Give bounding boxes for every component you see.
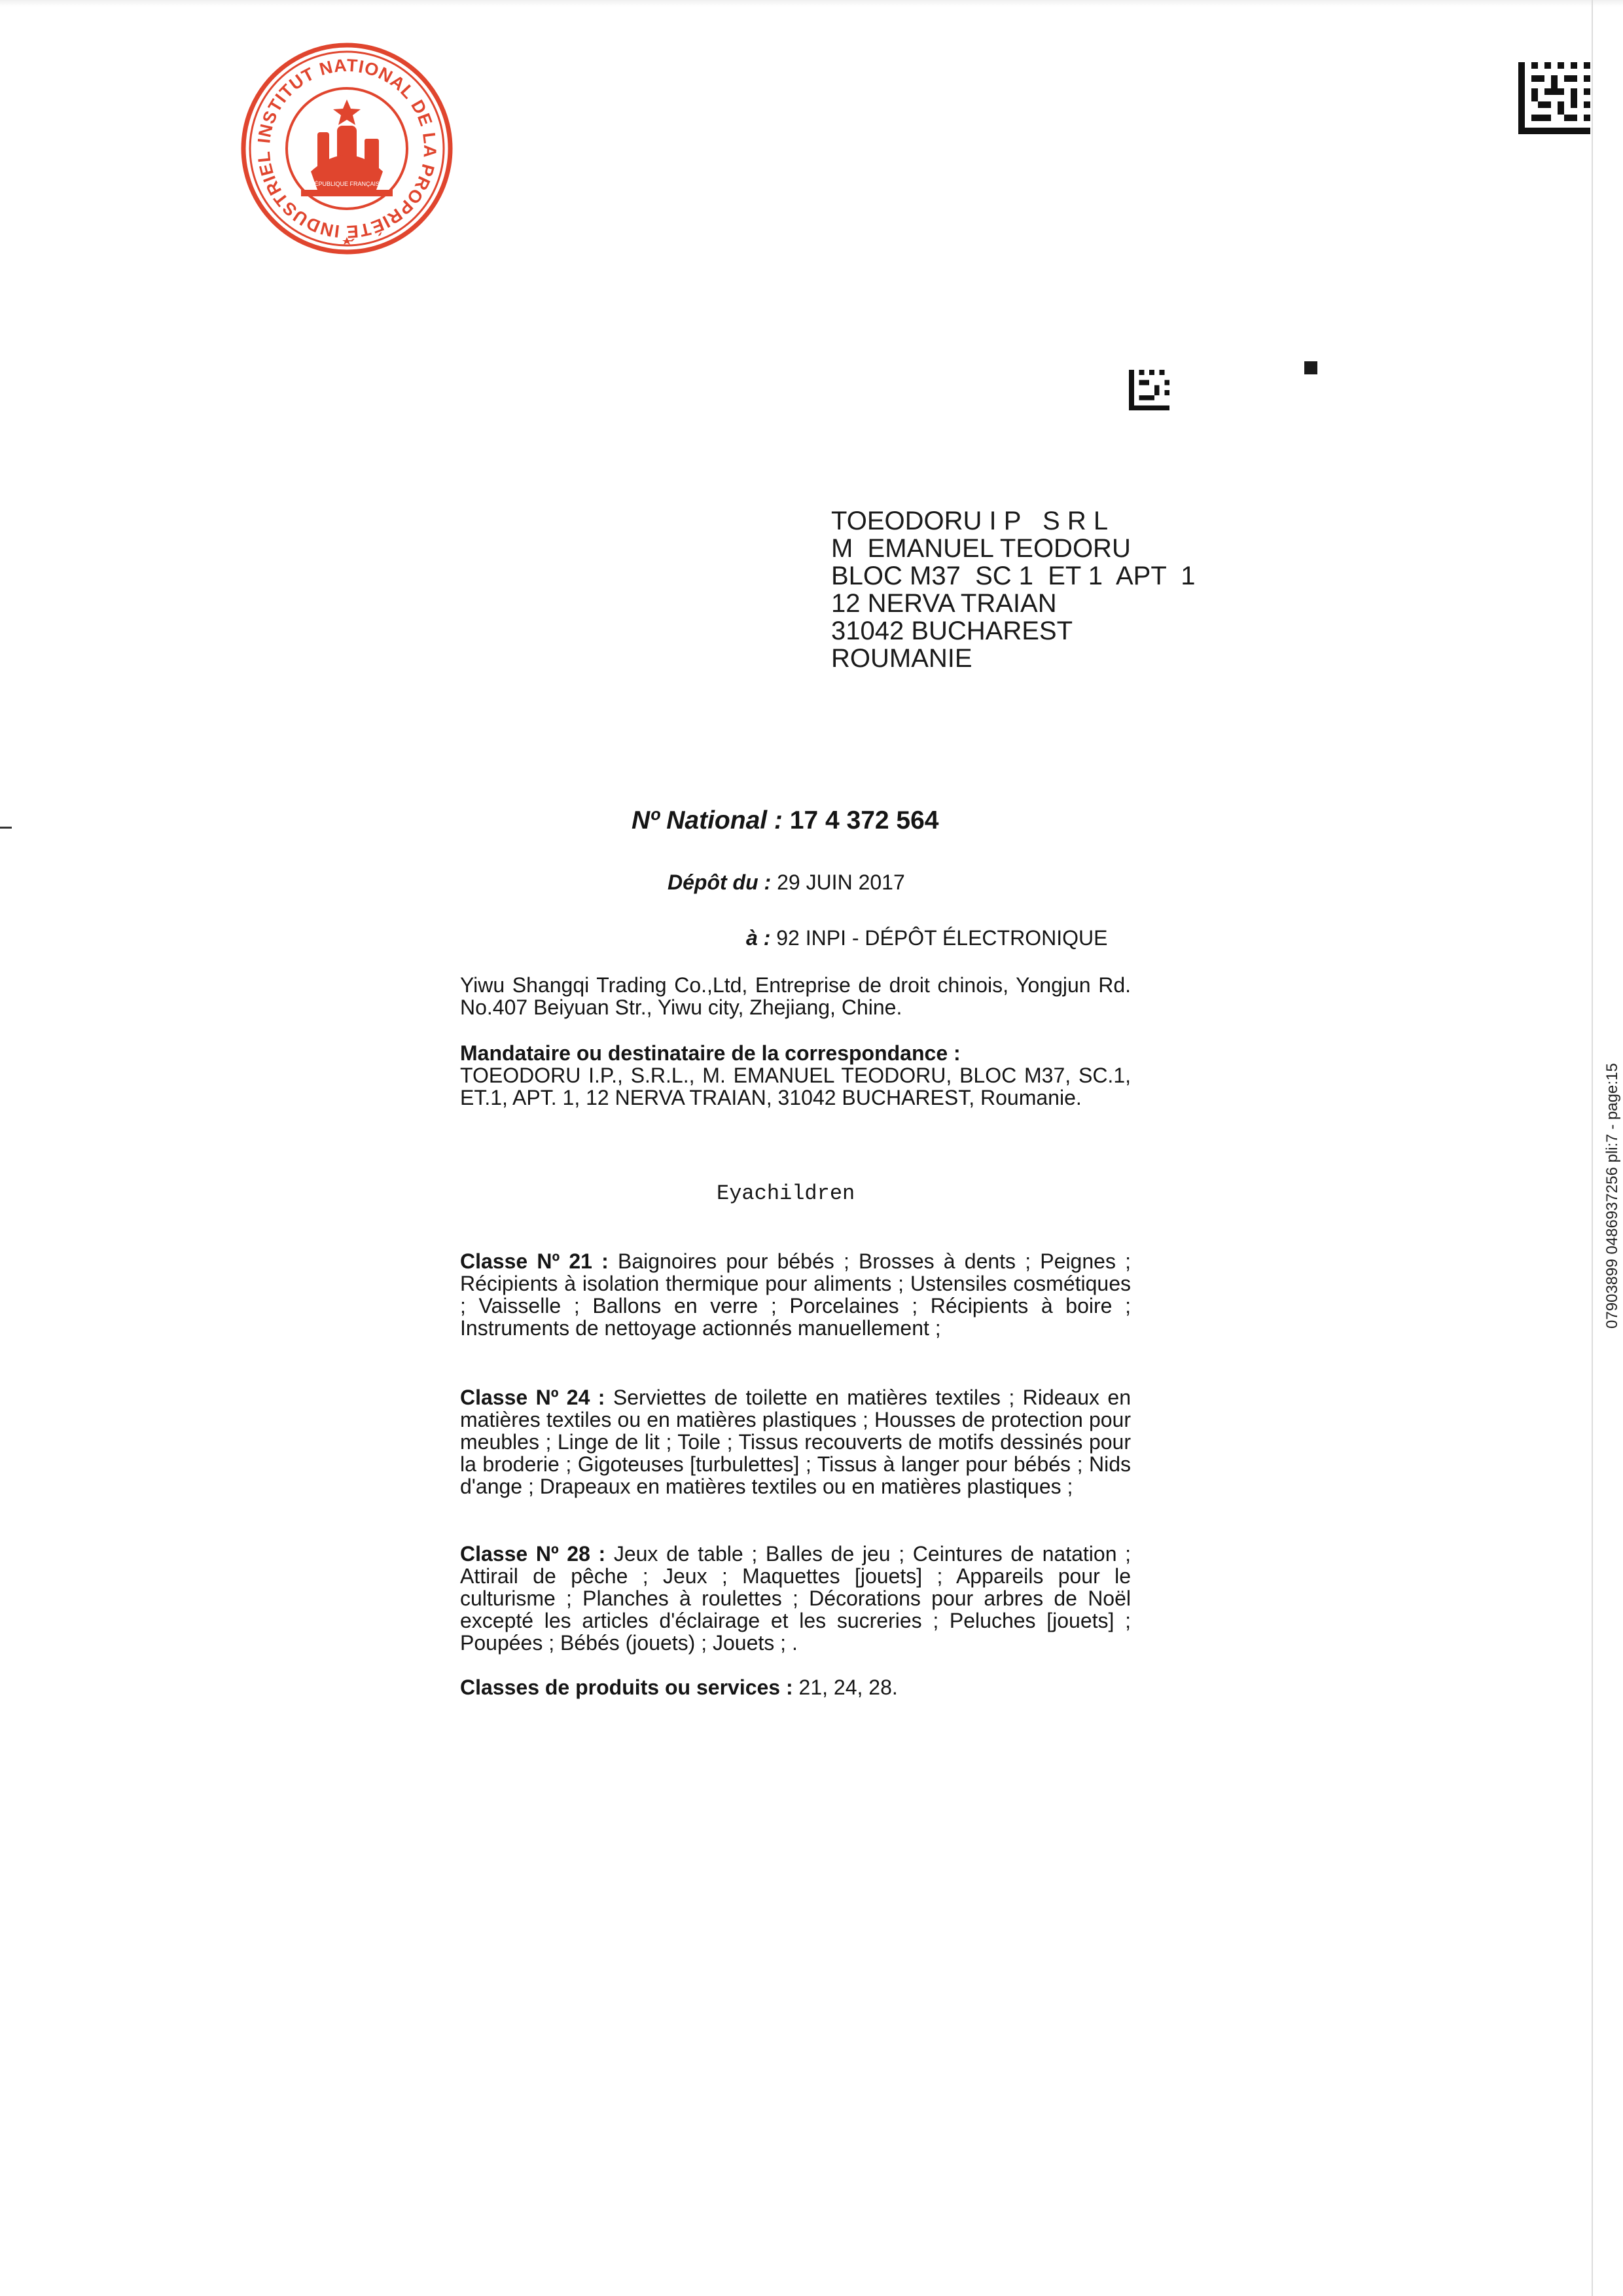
mandataire-text: TOEODORU I.P., S.R.L., M. EMANUEL TEODORU, BLOC M37, SC.1, ET.1, APT. 1, 12 NERVA TRAIAN, 31042 BUCHAREST, Roumanie. — [460, 1064, 1131, 1109]
class-24-block — [460, 1386, 1131, 1498]
datamatrix-code — [1518, 62, 1590, 134]
classes-summary — [460, 1676, 898, 1700]
filing-date-label: Dépôt du : — [668, 870, 772, 894]
seal-graphic — [239, 41, 455, 257]
class-21-text: Baignoires pour bébés ; Brosses à dents ; Peignes ; Récipients à isolation thermique pour aliments ; Ustensiles cosmétiques ; Vaisselle ; Ballons en verre ; Porcelaines ; Récipients à boire ; Instruments de nettoyage actionnés manuellement ; — [460, 1249, 1132, 1340]
inpi-seal — [239, 41, 455, 257]
filing-date-value: 29 JUIN 2017 — [777, 870, 905, 894]
address-line: ROUMANIE — [831, 644, 972, 673]
seal-ring-text: INSTITUT NATIONAL DE LA PROPRIÉTÉ INDUSTRIEL — [253, 55, 440, 242]
filing-date — [668, 870, 905, 895]
class-28-block — [460, 1543, 1131, 1654]
fold-mark — [0, 827, 12, 829]
classes-summary-value: 21, 24, 28. — [798, 1676, 898, 1699]
registration-square — [1304, 361, 1317, 374]
class-28-label: Classe Nº 28 : — [460, 1542, 606, 1566]
national-number-label: Nº National : — [632, 806, 783, 834]
small-datamatrix-code — [1129, 370, 1169, 410]
recipient-address — [831, 507, 1196, 672]
class-24-text: Serviettes de toilette en matières textiles ; Rideaux en matières textiles ou en matières plastiques ; Housses de protection pour meubles ; Linge de lit ; Toile ; Tissus recouverts de motifs dessinés pour la broderie ; Gigoteuses [turbulettes] ; Tissus à langer pour bébés ; Nids d'ange ; Drapeaux en matières textiles ou en matières plastiques ; — [460, 1386, 1132, 1498]
class-21-label: Classe Nº 21 : — [460, 1249, 609, 1273]
address-line: BLOC M37 SC 1 ET 1 APT 1 — [831, 562, 1196, 590]
address-line: 12 NERVA TRAIAN — [831, 589, 1057, 618]
seal-inner-text: RÉPUBLIQUE FRANÇAISE — [310, 181, 384, 187]
side-reference: 07903899 0486937256 pli:7 - page:15 — [1603, 1063, 1621, 1329]
mandataire-label: Mandataire ou destinataire de la correspondance : — [460, 1041, 961, 1065]
class-24-label: Classe Nº 24 : — [460, 1386, 605, 1409]
mandataire-block — [460, 1042, 1131, 1109]
filing-place — [746, 926, 1107, 950]
applicant-paragraph: Yiwu Shangqi Trading Co.,Ltd, Entreprise de droit chinois, Yongjun Rd. No.407 Beiyuan Str., Yiwu city, Zhejiang, Chine. — [460, 973, 1131, 1019]
address-line: 31042 BUCHAREST — [831, 617, 1073, 645]
scan-right-edge — [1592, 0, 1593, 2296]
filing-place-label: à : — [746, 926, 771, 950]
address-line: M EMANUEL TEODORU — [831, 534, 1131, 563]
classes-summary-label: Classes de produits ou services : — [460, 1676, 793, 1699]
class-28-text: Jeux de table ; Balles de jeu ; Ceintures de natation ; Attirail de pêche ; Jeux ; Maquettes [jouets] ; Appareils pour le culturisme ; Planches à roulettes ; Décorations pour arbres de Noël excepté les articles d'éclairage et les sucreries ; Peluches [jouets] ; Poupées ; Bébés (jouets) ; Jouets ; . — [460, 1542, 1132, 1655]
national-number — [632, 806, 938, 835]
trademark-name: Eyachildren — [717, 1181, 855, 1206]
national-number-value: 17 4 372 564 — [789, 806, 939, 834]
class-21-block — [460, 1250, 1131, 1339]
filing-place-value: 92 INPI - DÉPÔT ÉLECTRONIQUE — [776, 926, 1108, 950]
address-line: TOEODORU I P S R L — [831, 507, 1109, 535]
scan-top-edge — [0, 0, 1623, 7]
